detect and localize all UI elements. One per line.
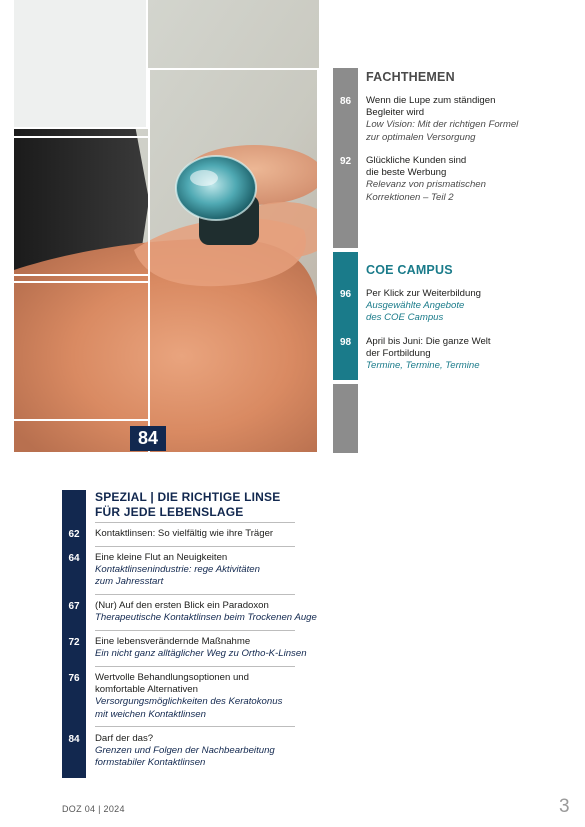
divider bbox=[95, 522, 295, 523]
spezial-title-line: FÜR JEDE LEBENSLAGE bbox=[95, 505, 244, 519]
entry-title: Begleiter wird bbox=[366, 107, 425, 119]
photo-frame-mid bbox=[14, 136, 150, 276]
toc-entry[interactable] bbox=[62, 672, 322, 721]
page-number: 98 bbox=[339, 337, 352, 348]
photo-frame-top bbox=[14, 0, 148, 129]
divider bbox=[95, 726, 295, 727]
entry-subtitle: Kontaktlinsenindustrie: rege Aktivitäten bbox=[95, 564, 260, 576]
issue-label: DOZ 04 | 2024 bbox=[62, 804, 125, 814]
entry-subtitle: Ein nicht ganz alltäglicher Weg zu Ortho-K-Linsen bbox=[95, 648, 307, 660]
entry-title: Eine lebensverändernde Maßnahme bbox=[95, 636, 251, 647]
spezial-title-line: SPEZIAL | DIE RICHTIGE LINSE bbox=[95, 490, 281, 504]
entry-title: komfortable Alternativen bbox=[95, 684, 198, 696]
divider bbox=[95, 666, 295, 667]
divider bbox=[95, 594, 295, 595]
entry-subtitle: Relevanz von prismatischen bbox=[366, 179, 486, 191]
divider bbox=[95, 546, 295, 547]
entry-subtitle: mit weichen Kontaktlinsen bbox=[95, 708, 206, 720]
page-number: 72 bbox=[68, 637, 80, 648]
photo-frame-right bbox=[148, 68, 319, 452]
entry-title: Wenn die Lupe zum ständigen bbox=[366, 95, 496, 106]
entry-subtitle: Versorgungsmöglichkeiten des Keratokonus bbox=[95, 696, 283, 708]
coe-campus-title: COE CAMPUS bbox=[366, 263, 453, 277]
page-number: 86 bbox=[339, 96, 352, 107]
cover-photo bbox=[14, 0, 319, 452]
toc-entry[interactable] bbox=[62, 600, 322, 624]
toc-entry[interactable] bbox=[333, 95, 553, 144]
entry-title: (Nur) Auf den ersten Blick ein Paradoxon bbox=[95, 600, 269, 611]
entry-title: Eine kleine Flut an Neuigkeiten bbox=[95, 552, 228, 563]
page-number: 76 bbox=[68, 673, 80, 684]
toc-entry[interactable] bbox=[333, 155, 553, 204]
lower-gray-bar bbox=[333, 384, 358, 453]
entry-subtitle: Korrektionen – Teil 2 bbox=[366, 191, 454, 203]
entry-title: der Fortbildung bbox=[366, 348, 431, 360]
page-number: 62 bbox=[68, 529, 80, 540]
toc-entry[interactable] bbox=[62, 528, 322, 540]
entry-title: April bis Juni: Die ganze Welt bbox=[366, 336, 491, 347]
toc-entry[interactable] bbox=[62, 552, 322, 589]
page-number: 96 bbox=[339, 289, 352, 300]
toc-entry[interactable] bbox=[333, 288, 553, 325]
entry-subtitle: zur optimalen Versorgung bbox=[366, 131, 476, 143]
entry-subtitle: Low Vision: Mit der richtigen Formel bbox=[366, 119, 519, 131]
toc-entry[interactable] bbox=[62, 636, 322, 660]
page-number: 64 bbox=[68, 553, 80, 564]
entry-title: Per Klick zur Weiterbildung bbox=[366, 288, 481, 299]
photo-page-badge[interactable]: 84 bbox=[130, 426, 166, 451]
entry-subtitle: Termine, Termine, Termine bbox=[366, 360, 480, 372]
toc-entry[interactable] bbox=[333, 336, 553, 373]
entry-title: Glückliche Kunden sind bbox=[366, 155, 467, 166]
page-number: 84 bbox=[68, 734, 80, 745]
entry-title: Wertvolle Behandlungsoptionen und bbox=[95, 672, 249, 683]
toc-entry[interactable] bbox=[62, 733, 322, 770]
page-number-footer: 3 bbox=[559, 796, 570, 817]
entry-subtitle: zum Jahresstart bbox=[95, 576, 164, 588]
divider bbox=[95, 630, 295, 631]
entry-subtitle: Therapeutische Kontaktlinsen beim Trockenen Auge bbox=[95, 612, 317, 624]
page-number: 67 bbox=[68, 601, 80, 612]
entry-title: Kontaktlinsen: So vielfältig wie ihre Träger bbox=[95, 528, 274, 539]
entry-subtitle: des COE Campus bbox=[366, 312, 444, 324]
page-number: 92 bbox=[339, 156, 352, 167]
entry-title: Darf der das? bbox=[95, 733, 154, 744]
entry-subtitle: Ausgewählte Angebote bbox=[366, 300, 465, 312]
photo-frame-bottom bbox=[14, 281, 150, 421]
entry-subtitle: formstabiler Kontaktlinsen bbox=[95, 757, 206, 769]
entry-title: die beste Werbung bbox=[366, 167, 447, 179]
entry-subtitle: Grenzen und Folgen der Nachbearbeitung bbox=[95, 745, 275, 757]
spezial-title bbox=[95, 490, 325, 520]
fachthemen-title: FACHTHEMEN bbox=[366, 70, 455, 84]
